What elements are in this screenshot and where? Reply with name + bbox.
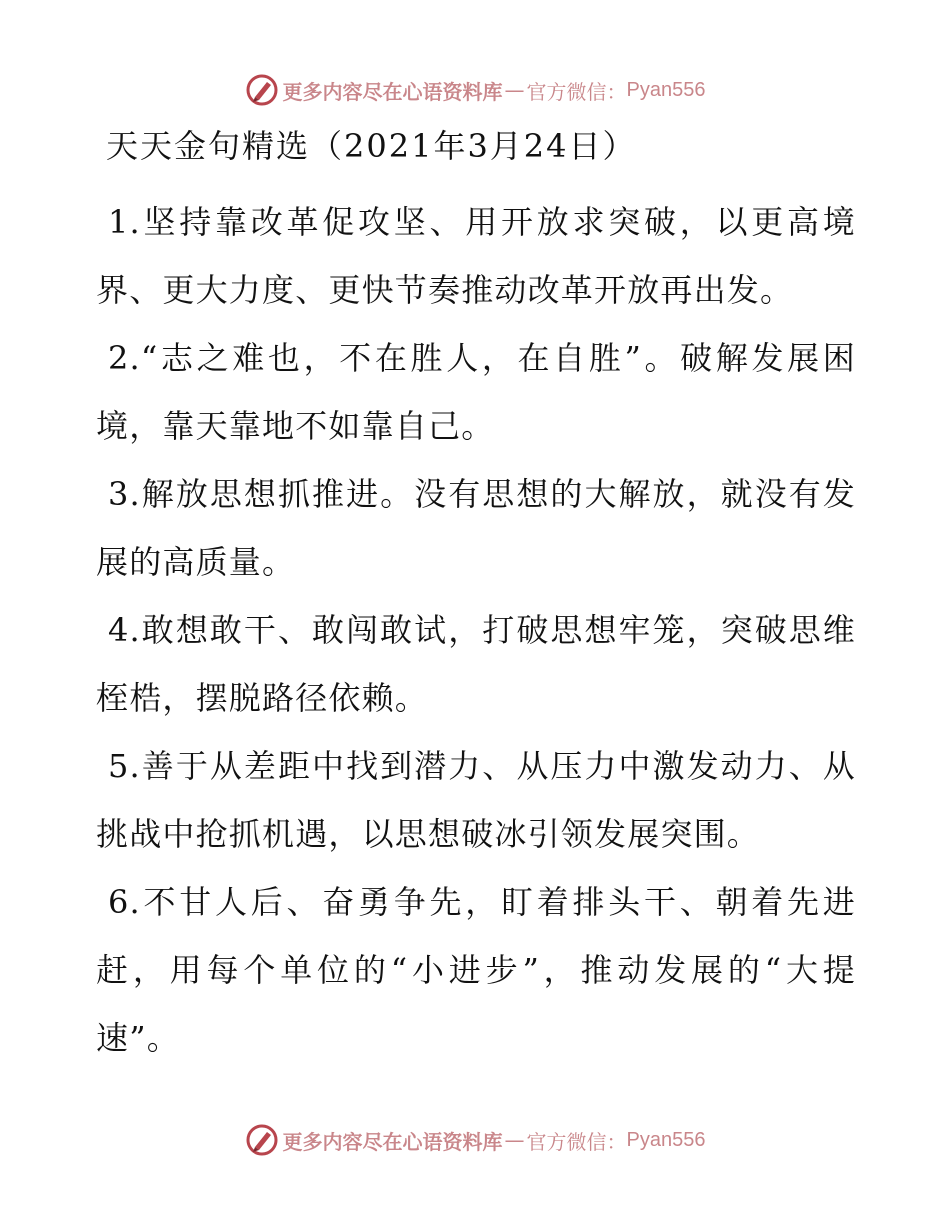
banner-text (283, 76, 706, 105)
pen-logo-icon (245, 1123, 279, 1157)
quote-paragraph-3: 3.解放思想抓推进。没有思想的大解放，就没有发展的高质量。 (96, 475, 856, 581)
banner-wechat-id: Pyan556 (626, 78, 706, 101)
banner-wechat-label: 官方微信： (526, 79, 627, 104)
banner-main-text: 更多内容尽在心语资料库 (282, 79, 503, 104)
banner-dash: — (504, 1128, 525, 1152)
banner-dash: — (504, 78, 525, 102)
banner-main-text: 更多内容尽在心语资料库 (282, 1129, 503, 1154)
quote-paragraph-4: 4.敢想敢干、敢闯敢试，打破思想牢笼，突破思维桎梏，摆脱路径依赖。 (96, 611, 856, 717)
quote-paragraph-2: 2.“志之难也，不在胜人，在自胜”。破解发展困境，靠天靠地不如靠自己。 (96, 339, 856, 445)
header-banner (0, 70, 950, 110)
footer-banner (0, 1120, 950, 1160)
banner-text (283, 1126, 706, 1155)
quote-paragraph-5: 5.善于从差距中找到潜力、从压力中激发动力、从挑战中抢抓机遇，以思想破冰引领发展突围。 (96, 747, 856, 853)
banner-wechat-label: 官方微信： (526, 1129, 627, 1154)
pen-logo-icon (245, 73, 279, 107)
banner-wechat-id: Pyan556 (626, 1128, 706, 1151)
document-body (96, 120, 856, 1072)
quote-paragraph-1: 1.坚持靠改革促攻坚、用开放求突破，以更高境界、更大力度、更快节奏推动改革开放再出发。 (96, 203, 856, 309)
document-title: 天天金句精选（2021年3月24日） (106, 127, 637, 165)
quote-paragraph-6: 6.不甘人后、奋勇争先，盯着排头干、朝着先进赶，用每个单位的“小进步”，推动发展的“大提速”。 (96, 883, 856, 1057)
